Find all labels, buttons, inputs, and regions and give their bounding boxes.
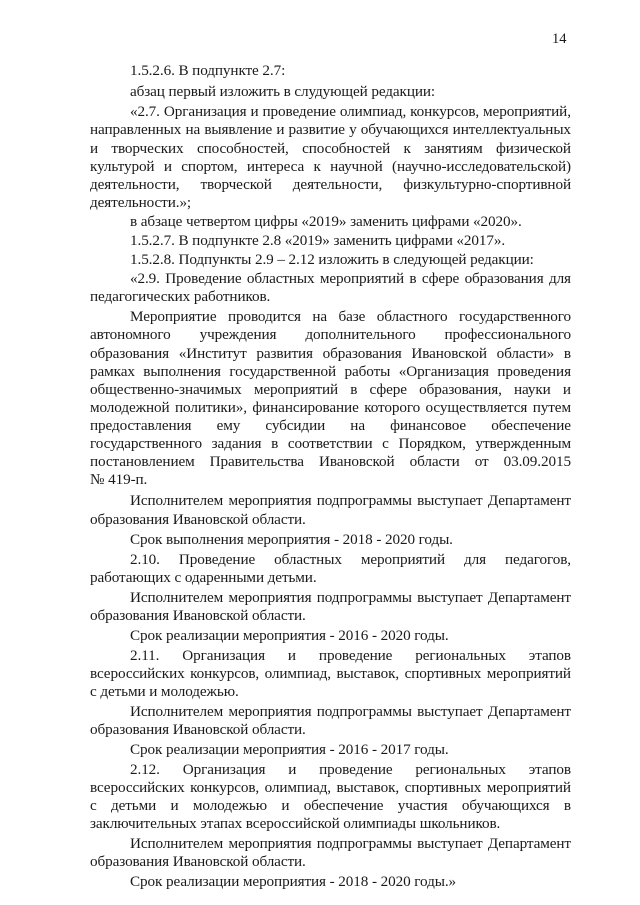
text-line: рамках выполнения государственной работы «Организация проведения [90, 363, 571, 380]
text-line: работающих с одаренными детьми. [90, 569, 317, 586]
text-line: Срок реализации мероприятия - 2018 - 2020 годы.» [130, 873, 457, 890]
text-line: автономного учреждения дополнительного профессионального [90, 326, 571, 343]
text-line: образования Ивановской области. [90, 511, 306, 528]
text-line: 1.5.2.8. Подпункты 2.9 – 2.12 изложить в следующей редакции: [130, 251, 534, 268]
text-line: общественно-значимых мероприятий в сфере образования, науки и [90, 381, 571, 398]
text-line: «2.9. Проведение областных мероприятий в сфере образования для [130, 270, 571, 287]
text-line: постановлением Правительства Ивановской области от 03.09.2015 [90, 453, 571, 470]
text-line: 2.10. Проведение областных мероприятий для педагогов, [130, 551, 571, 568]
text-line: образования Ивановской области. [90, 721, 306, 738]
text-line: абзац первый изложить в слудующей редакции: [130, 83, 436, 100]
text-line: Исполнителем мероприятия подпрограммы выступает Департамент [130, 703, 571, 720]
text-line: в абзаце четвертом цифры «2019» заменить цифрами «2020». [130, 213, 522, 230]
text-line: Исполнителем мероприятия подпрограммы выступает Департамент [130, 492, 571, 509]
text-line: Срок реализации мероприятия - 2016 - 2020 годы. [130, 627, 449, 644]
text-line: № 419-п. [90, 471, 148, 488]
text-line: и творческих способностей, способностей к занятиям физической [90, 140, 571, 157]
text-line: Срок выполнения мероприятия - 2018 - 2020 годы. [130, 531, 453, 548]
text-line: государственного задания в соответствии с Порядком, утвержденным [90, 435, 571, 452]
text-line: всероссийских конкурсов, олимпиад, выставок, спортивных мероприятий [90, 665, 571, 682]
text-line: Исполнителем мероприятия подпрограммы выступает Департамент [130, 589, 571, 606]
text-line: «2.7. Организация и проведение олимпиад, конкурсов, мероприятий, [130, 103, 571, 120]
text-line: 2.12. Организация и проведение региональных этапов [130, 761, 571, 778]
text-line: образования Ивановской области. [90, 853, 306, 870]
text-line: с детьми и молодежью и обеспечение участия обучающихся в [90, 797, 571, 814]
text-line: образования «Институт развития образования Ивановской области» в [90, 345, 571, 362]
text-line: деятельности.»; [90, 194, 192, 211]
text-line: 1.5.2.7. В подпункте 2.8 «2019» заменить цифрами «2017». [130, 232, 506, 249]
text-line: Срок реализации мероприятия - 2016 - 2017 годы. [130, 741, 449, 758]
text-line: образования Ивановской области. [90, 607, 306, 624]
text-line: с детьми и молодежью. [90, 683, 239, 700]
text-line: всероссийских конкурсов, олимпиад, выставок, спортивных мероприятий [90, 779, 571, 796]
text-line: педагогических работников. [90, 288, 271, 305]
text-line: культурой и спортом, интереса к научной (научно-исследовательской) [90, 158, 571, 175]
text-line: молодежной политики», финансирование которого осуществляется путем [90, 399, 571, 416]
text-line: 2.11. Организация и проведение региональных этапов [130, 647, 571, 664]
text-line: Исполнителем мероприятия подпрограммы выступает Департамент [130, 835, 571, 852]
text-line: предоставления ему субсидии на финансовое обеспечение [90, 417, 571, 434]
text-line: 1.5.2.6. В подпункте 2.7: [130, 62, 286, 79]
text-line: направленных на выявление и развитие у обучающихся интеллектуальных [90, 121, 571, 138]
text-line: заключительных этапах всероссийской олимпиады школьников. [90, 815, 501, 832]
text-line: Мероприятие проводится на базе областного государственного [130, 308, 571, 325]
page-number: 14 [552, 31, 567, 47]
text-line: деятельности, творческой деятельности, физкультурно-спортивной [90, 176, 571, 193]
